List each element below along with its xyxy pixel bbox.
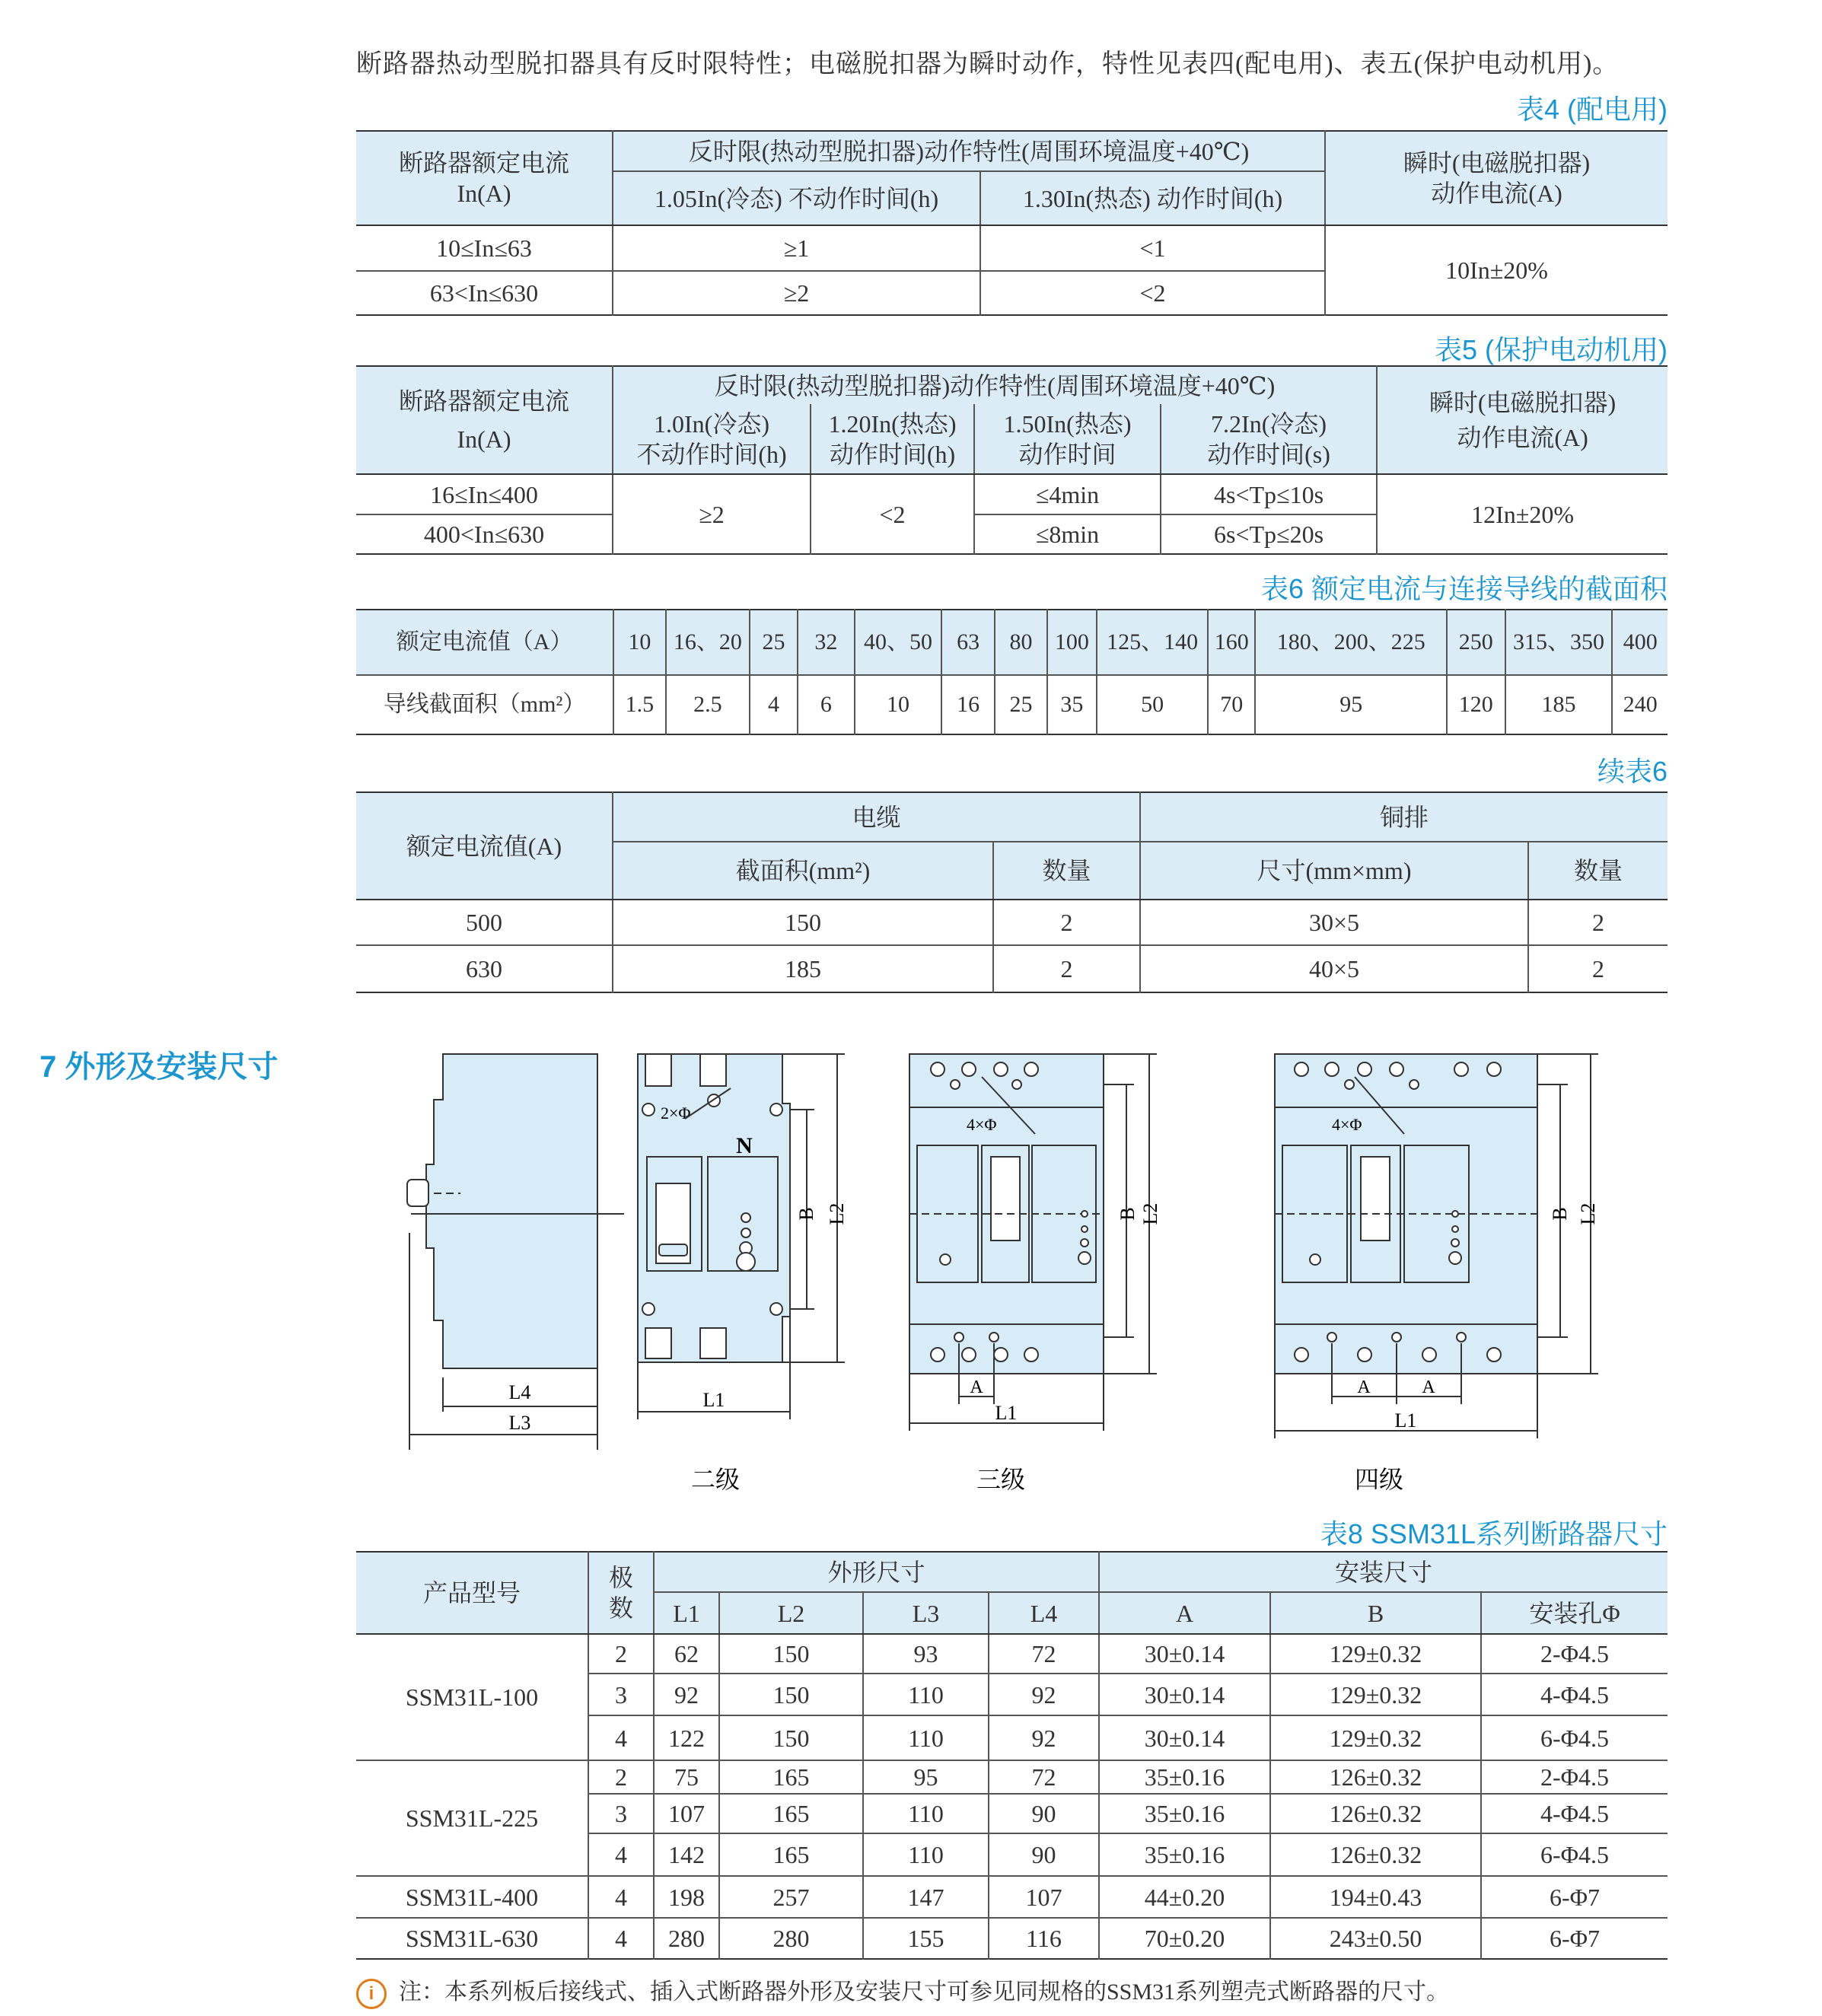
t6c-cell: 630 bbox=[466, 955, 502, 983]
t8-cell: 4 bbox=[588, 1876, 654, 1918]
t6c-cell: 2 bbox=[993, 900, 1140, 945]
t8-cell: 165 bbox=[719, 1794, 863, 1833]
t6c-h-qty: 数量 bbox=[1528, 842, 1668, 900]
label-l2-3p: L2 bbox=[1139, 1202, 1161, 1225]
t8-model: SSM31L-100 bbox=[356, 1634, 588, 1760]
t8-cell: 30±0.14 bbox=[1099, 1634, 1270, 1674]
t6-row1-label: 额定电流值（A） bbox=[356, 610, 613, 675]
t5-col4: 4s<Tp≤10s bbox=[1161, 474, 1377, 514]
t6-current-cell: 315、350 bbox=[1505, 610, 1613, 675]
table8 bbox=[356, 1551, 1668, 1960]
t4-h-sub2: 1.30In(热态) 动作时间(h) bbox=[980, 171, 1325, 225]
t4-range: 63<In≤630 bbox=[429, 279, 539, 307]
t8-cell: 2-Φ4.5 bbox=[1481, 1760, 1668, 1794]
t6-section-cell: 35 bbox=[1047, 675, 1097, 734]
table6-caption: 表6 额定电流与连接导线的截面积 bbox=[1260, 573, 1668, 604]
t6c-h-size: 尺寸(mm×mm) bbox=[1140, 842, 1528, 900]
t8-h-l1: L1 bbox=[654, 1592, 719, 1634]
t4-h-inverse: 反时限(热动型脱扣器)动作特性(周围环境温度+40℃) bbox=[613, 131, 1325, 171]
t8-cell: 92 bbox=[654, 1674, 719, 1715]
t6-current-cell: 400 bbox=[1612, 610, 1668, 675]
t5-col2: <2 bbox=[811, 474, 974, 554]
t6c-h-busbar: 铜排 bbox=[1140, 792, 1668, 842]
t6-current-cell: 63 bbox=[941, 610, 995, 675]
t8-cell: 3 bbox=[588, 1674, 654, 1715]
t5-h-sub: 1.50In(热态) 动作时间 bbox=[974, 404, 1161, 474]
t4-h-sub1: 1.05In(冷态) 不动作时间(h) bbox=[613, 171, 980, 225]
t8-cell: 35±0.16 bbox=[1099, 1760, 1270, 1794]
table6c-caption: 续表6 bbox=[1597, 756, 1668, 787]
t8-h-l4: L4 bbox=[989, 1592, 1099, 1634]
t8-cell: 6-Φ4.5 bbox=[1481, 1715, 1668, 1760]
t6c-h-section: 截面积(mm²) bbox=[613, 842, 993, 900]
t8-cell: 110 bbox=[863, 1794, 989, 1833]
t8-cell: 126±0.32 bbox=[1270, 1833, 1481, 1876]
t6-section-cell: 50 bbox=[1097, 675, 1208, 734]
t8-cell: 107 bbox=[654, 1794, 719, 1833]
t8-cell: 4 bbox=[588, 1715, 654, 1760]
t8-h-mount: 安装尺寸 bbox=[1099, 1552, 1668, 1592]
t8-cell: 165 bbox=[719, 1833, 863, 1876]
caption-four-pole: 四级 bbox=[1354, 1466, 1404, 1493]
t8-cell: 129±0.32 bbox=[1270, 1715, 1481, 1760]
section-heading: 7 外形及安装尺寸 bbox=[40, 1050, 279, 1084]
t5-range: 16≤In≤400 bbox=[356, 474, 613, 514]
t8-cell: 72 bbox=[989, 1760, 1099, 1794]
side-view bbox=[426, 1054, 597, 1368]
table4-caption: 表4 (配电用) bbox=[1516, 94, 1668, 125]
t4-instant-value: 10In±20% bbox=[1325, 225, 1668, 315]
caption-three-pole: 三级 bbox=[976, 1466, 1026, 1493]
t8-cell: 92 bbox=[989, 1715, 1099, 1760]
t8-cell: 122 bbox=[654, 1715, 719, 1760]
t8-model: SSM31L-630 bbox=[405, 1925, 539, 1952]
t6c-cell: 2 bbox=[1528, 900, 1668, 945]
t5-instant-value: 12In±20% bbox=[1377, 474, 1668, 554]
t8-cell: 4 bbox=[588, 1833, 654, 1876]
t8-cell: 150 bbox=[719, 1634, 863, 1674]
t8-model: SSM31L-400 bbox=[356, 1876, 588, 1918]
table6c bbox=[356, 791, 1668, 993]
t8-cell: 150 bbox=[719, 1715, 863, 1760]
t8-cell: 147 bbox=[863, 1876, 989, 1918]
t5-h-rated: 断路器额定电流 In(A) bbox=[356, 366, 613, 474]
caption-two-pole: 二级 bbox=[690, 1466, 741, 1493]
label-b-4p: B bbox=[1549, 1207, 1571, 1221]
t6c-cell: 150 bbox=[613, 900, 993, 945]
t8-cell: 198 bbox=[654, 1876, 719, 1918]
table8-caption: 表8 SSM31L系列断路器尺寸 bbox=[1320, 1518, 1668, 1549]
t8-cell: 280 bbox=[719, 1918, 863, 1959]
t8-cell: 6-Φ4.5 bbox=[1481, 1833, 1668, 1876]
t6-current-cell: 32 bbox=[798, 610, 855, 675]
t5-col4: 6s<Tp≤20s bbox=[1161, 514, 1377, 554]
t8-h-l3: L3 bbox=[863, 1592, 989, 1634]
t6-current-cell: 125、140 bbox=[1097, 610, 1208, 675]
t6c-cell: 40×5 bbox=[1140, 945, 1528, 992]
t4-range: 10≤In≤63 bbox=[356, 225, 613, 271]
three-pole-view bbox=[909, 1054, 1104, 1374]
dimension-drawing bbox=[381, 1043, 1674, 1499]
t8-model: SSM31L-225 bbox=[356, 1760, 588, 1876]
t8-cell: 72 bbox=[989, 1634, 1099, 1674]
t8-cell: 3 bbox=[588, 1794, 654, 1833]
table5-caption: 表5 (保护电动机用) bbox=[1434, 334, 1668, 365]
footnote-text: 注：本系列板后接线式、插入式断路器外形及安装尺寸可参见同规格的SSM31系列塑壳式断路器的尺寸。 bbox=[399, 1979, 1450, 2005]
t6-current-cell: 180、200、225 bbox=[1255, 610, 1447, 675]
t6-section-cell: 10 bbox=[855, 675, 941, 734]
label-l1-4p: L1 bbox=[1394, 1409, 1417, 1432]
table5 bbox=[356, 365, 1668, 555]
label-l1-3p: L1 bbox=[995, 1402, 1018, 1424]
t8-h-hole: 安装孔Φ bbox=[1481, 1592, 1668, 1634]
label-2-holes: 2×Φ bbox=[661, 1104, 691, 1123]
t8-cell: 129±0.32 bbox=[1270, 1674, 1481, 1715]
t8-h-l2: L2 bbox=[719, 1592, 863, 1634]
t8-h-model: 产品型号 bbox=[356, 1552, 588, 1634]
t5-col3: ≤8min bbox=[974, 514, 1161, 554]
t8-cell: 194±0.43 bbox=[1270, 1876, 1481, 1918]
four-pole-view bbox=[1275, 1054, 1537, 1374]
t8-cell: 30±0.14 bbox=[1099, 1715, 1270, 1760]
label-l1: L1 bbox=[702, 1389, 725, 1411]
t8-cell: 95 bbox=[863, 1760, 989, 1794]
table4 bbox=[356, 130, 1668, 316]
t8-cell: 243±0.50 bbox=[1270, 1918, 1481, 1959]
t6-current-cell: 100 bbox=[1047, 610, 1097, 675]
t8-cell: 92 bbox=[989, 1674, 1099, 1715]
t6c-h-qty: 数量 bbox=[993, 842, 1140, 900]
t8-cell: 110 bbox=[863, 1833, 989, 1876]
t6-section-cell: 6 bbox=[798, 675, 855, 734]
t6-section-cell: 185 bbox=[1505, 675, 1613, 734]
t6-section-cell: 2.5 bbox=[666, 675, 750, 734]
t6c-h-cable: 电缆 bbox=[613, 792, 1140, 842]
t8-cell: 116 bbox=[989, 1918, 1099, 1959]
t6c-cell: 185 bbox=[613, 945, 993, 992]
t8-cell: 2 bbox=[588, 1760, 654, 1794]
t6-current-cell: 40、50 bbox=[855, 610, 941, 675]
t8-cell: 75 bbox=[654, 1760, 719, 1794]
t6-current-cell: 25 bbox=[750, 610, 797, 675]
t6-row2-label: 导线截面积（mm²） bbox=[383, 692, 586, 718]
t8-cell: 2-Φ4.5 bbox=[1481, 1634, 1668, 1674]
t8-cell: 35±0.16 bbox=[1099, 1794, 1270, 1833]
t5-h-sub: 1.20In(热态) 动作时间(h) bbox=[811, 404, 974, 474]
label-b-3p: B bbox=[1116, 1207, 1139, 1221]
t4-cell: <2 bbox=[980, 271, 1325, 315]
t8-cell: 2 bbox=[588, 1634, 654, 1674]
t6-section-cell: 240 bbox=[1612, 675, 1668, 734]
t8-h-a: A bbox=[1099, 1592, 1270, 1634]
t8-cell: 90 bbox=[989, 1794, 1099, 1833]
label-n: N bbox=[736, 1133, 753, 1158]
label-a-3p: A bbox=[970, 1377, 983, 1397]
t8-cell: 93 bbox=[863, 1634, 989, 1674]
t6-section-cell: 95 bbox=[1255, 675, 1447, 734]
t6-current-cell: 160 bbox=[1208, 610, 1255, 675]
t5-col3: ≤4min bbox=[974, 474, 1161, 514]
label-a2-4p: A bbox=[1422, 1377, 1435, 1397]
t6-section-cell: 25 bbox=[995, 675, 1046, 734]
t8-h-poles: 极 数 bbox=[588, 1552, 654, 1634]
t8-h-outline: 外形尺寸 bbox=[654, 1552, 1099, 1592]
label-l4: L4 bbox=[508, 1381, 531, 1403]
t8-cell: 129±0.32 bbox=[1270, 1634, 1481, 1674]
t6-section-cell: 1.5 bbox=[613, 675, 665, 734]
footnote bbox=[356, 1973, 1449, 2009]
label-l2: L2 bbox=[826, 1202, 848, 1225]
label-a1-4p: A bbox=[1357, 1377, 1371, 1397]
t6c-cell: 2 bbox=[993, 945, 1140, 992]
t8-cell: 4 bbox=[588, 1918, 654, 1959]
t4-cell: <1 bbox=[980, 225, 1325, 271]
t6-section-cell: 70 bbox=[1208, 675, 1255, 734]
t8-cell: 62 bbox=[654, 1634, 719, 1674]
t6c-cell: 500 bbox=[356, 900, 613, 945]
t8-cell: 126±0.32 bbox=[1270, 1760, 1481, 1794]
t5-h-instant: 瞬时(电磁脱扣器) 动作电流(A) bbox=[1377, 366, 1668, 474]
t6c-cell: 30×5 bbox=[1140, 900, 1528, 945]
t6-current-cell: 10 bbox=[613, 610, 665, 675]
t4-h-instant: 瞬时(电磁脱扣器) 动作电流(A) bbox=[1325, 131, 1668, 225]
t4-cell: ≥2 bbox=[613, 271, 980, 315]
t6-section-cell: 4 bbox=[750, 675, 797, 734]
t6-current-cell: 80 bbox=[995, 610, 1046, 675]
t8-cell: 107 bbox=[989, 1876, 1099, 1918]
t8-cell: 35±0.16 bbox=[1099, 1833, 1270, 1876]
t8-cell: 126±0.32 bbox=[1270, 1794, 1481, 1833]
t8-cell: 155 bbox=[863, 1918, 989, 1959]
t8-cell: 4-Φ4.5 bbox=[1481, 1794, 1668, 1833]
t8-cell: 280 bbox=[654, 1918, 719, 1959]
intro-text: 断路器热动型脱扣器具有反时限特性；电磁脱扣器为瞬时动作，特性见表四(配电用)、表五(保护电动机用)。 bbox=[356, 50, 1620, 78]
t6-current-cell: 250 bbox=[1447, 610, 1505, 675]
label-l3: L3 bbox=[508, 1412, 531, 1434]
t4-h-rated: 断路器额定电流 In(A) bbox=[356, 131, 613, 225]
label-4-holes-3p: 4×Φ bbox=[967, 1115, 997, 1134]
t5-h-sub: 1.0In(冷态) 不动作时间(h) bbox=[613, 404, 811, 474]
t8-cell: 6-Φ7 bbox=[1481, 1876, 1668, 1918]
t8-cell: 142 bbox=[654, 1833, 719, 1876]
t6c-cell: 2 bbox=[1528, 945, 1668, 992]
t6-section-cell: 120 bbox=[1447, 675, 1505, 734]
t5-range: 400<In≤630 bbox=[423, 521, 545, 548]
t8-cell: 110 bbox=[863, 1674, 989, 1715]
t8-cell: 6-Φ7 bbox=[1481, 1918, 1668, 1959]
t8-cell: 165 bbox=[719, 1760, 863, 1794]
t8-cell: 90 bbox=[989, 1833, 1099, 1876]
t8-cell: 110 bbox=[863, 1715, 989, 1760]
t8-h-b: B bbox=[1270, 1592, 1481, 1634]
t6-current-cell: 16、20 bbox=[666, 610, 750, 675]
label-b: B bbox=[795, 1207, 817, 1221]
label-4-holes-4p: 4×Φ bbox=[1332, 1115, 1362, 1134]
t8-cell: 44±0.20 bbox=[1099, 1876, 1270, 1918]
table6 bbox=[356, 609, 1668, 735]
t6-section-cell: 16 bbox=[941, 675, 995, 734]
t6c-h-rated: 额定电流值(A) bbox=[356, 792, 613, 900]
t5-h-sub: 7.2In(冷态) 动作时间(s) bbox=[1161, 404, 1377, 474]
t8-cell: 70±0.20 bbox=[1099, 1918, 1270, 1959]
t4-cell: ≥1 bbox=[613, 225, 980, 271]
t5-col1: ≥2 bbox=[613, 474, 811, 554]
t5-h-inverse: 反时限(热动型脱扣器)动作特性(周围环境温度+40℃) bbox=[613, 366, 1377, 404]
t8-cell: 30±0.14 bbox=[1099, 1674, 1270, 1715]
info-icon: i bbox=[356, 1979, 387, 2009]
label-l2-4p: L2 bbox=[1577, 1202, 1599, 1225]
t8-cell: 4-Φ4.5 bbox=[1481, 1674, 1668, 1715]
t8-cell: 150 bbox=[719, 1674, 863, 1715]
t8-cell: 257 bbox=[719, 1876, 863, 1918]
